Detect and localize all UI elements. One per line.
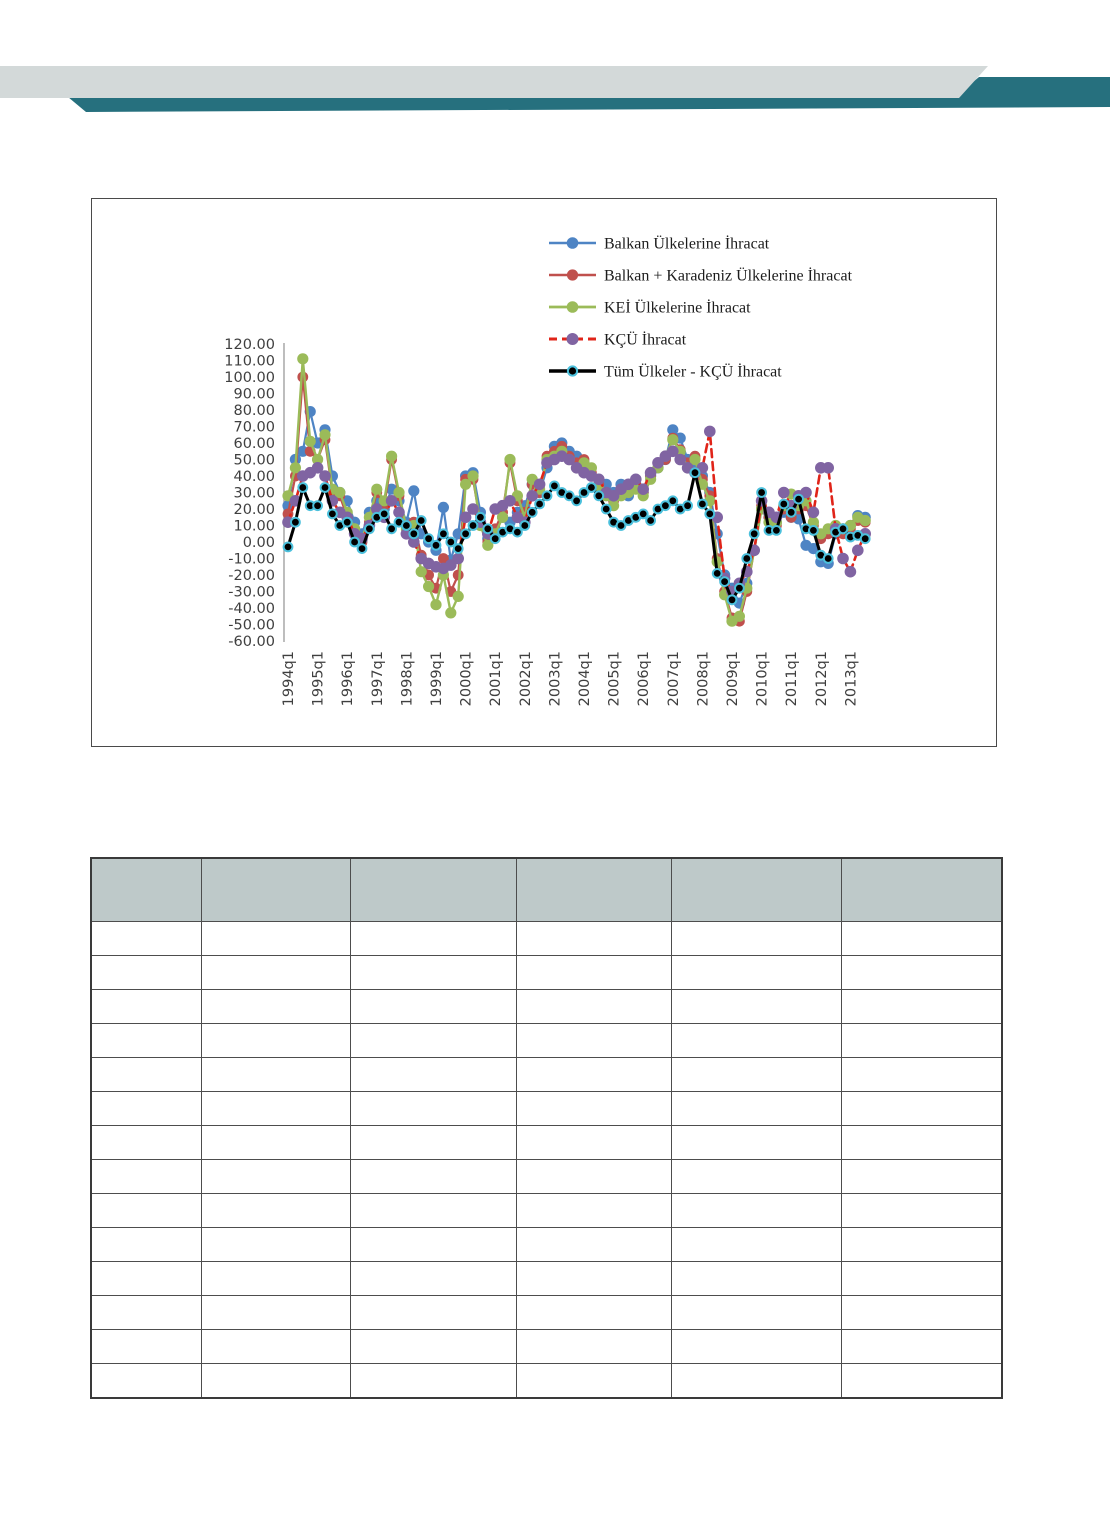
legend-marker — [567, 333, 579, 345]
legend-marker — [567, 301, 579, 313]
series-marker — [750, 529, 759, 538]
table-row — [91, 1092, 1002, 1126]
series-marker — [319, 470, 331, 482]
legend-marker — [567, 237, 579, 249]
table-cell — [516, 1364, 671, 1399]
x-tick-label: 1996q1 — [340, 651, 357, 707]
x-tick-label: 1994q1 — [281, 651, 297, 707]
table-cell — [350, 1296, 516, 1330]
legend-label: Balkan + Karadeniz Ülkelerine İhracat — [604, 267, 853, 285]
table-cell — [516, 1330, 671, 1364]
y-tick-label: 80.00 — [233, 403, 275, 419]
series-marker — [298, 483, 307, 492]
table-cell — [516, 1296, 671, 1330]
series-marker — [839, 524, 848, 533]
table-cell — [91, 1228, 201, 1262]
series-marker — [423, 581, 434, 592]
table-header-cell — [201, 858, 350, 922]
table-cell — [841, 1228, 1002, 1262]
series-marker — [417, 516, 426, 525]
table-cell — [201, 1058, 350, 1092]
x-tick-label: 2012q1 — [813, 651, 830, 707]
table-cell — [350, 1126, 516, 1160]
table-row — [91, 1262, 1002, 1296]
table-cell — [841, 1262, 1002, 1296]
series-marker — [432, 541, 441, 550]
y-tick-label: 20.00 — [233, 502, 275, 518]
series-marker — [860, 515, 871, 526]
series-marker — [683, 501, 692, 510]
table-cell — [91, 1296, 201, 1330]
series-marker — [535, 500, 544, 509]
series-marker — [380, 510, 389, 519]
table-cell — [516, 1160, 671, 1194]
table-cell — [201, 1262, 350, 1296]
table-cell — [516, 1228, 671, 1262]
table-cell — [201, 1330, 350, 1364]
series-marker — [402, 521, 411, 530]
y-tick-label: -60.00 — [228, 634, 275, 650]
x-tick-label: 2002q1 — [517, 651, 534, 707]
table-cell — [201, 1194, 350, 1228]
table-header-cell — [91, 858, 201, 922]
table-cell — [841, 1330, 1002, 1364]
y-tick-label: 40.00 — [233, 469, 275, 485]
table-cell — [516, 1262, 671, 1296]
table-cell — [350, 1160, 516, 1194]
series-marker — [452, 553, 464, 565]
y-tick-label: -50.00 — [228, 617, 275, 634]
table-cell — [201, 1024, 350, 1058]
y-tick-label: 0.00 — [242, 535, 275, 551]
y-tick-label: 110.00 — [224, 353, 275, 370]
y-tick-label: -30.00 — [228, 584, 275, 601]
y-tick-label: 120.00 — [224, 337, 275, 353]
table-header-row — [91, 858, 1002, 922]
series-marker — [637, 483, 649, 495]
y-tick-label: 100.00 — [224, 370, 275, 386]
x-tick-label: 2000q1 — [458, 651, 475, 707]
x-tick-label: 1999q1 — [429, 651, 445, 707]
table-cell — [350, 1194, 516, 1228]
table-cell — [516, 1058, 671, 1092]
table-cell — [841, 1364, 1002, 1399]
figure-box — [91, 198, 997, 747]
series-marker — [534, 479, 546, 491]
series-marker — [467, 470, 478, 481]
legend-label: KEİ Ülkelerine İhracat — [604, 299, 751, 317]
table-cell — [201, 1126, 350, 1160]
table-header-cell — [516, 858, 671, 922]
table-cell — [671, 1364, 841, 1399]
table-cell — [91, 1024, 201, 1058]
table-cell — [350, 1058, 516, 1092]
series-marker — [852, 545, 864, 557]
table-wrap — [90, 857, 1001, 1399]
series-marker — [602, 505, 611, 514]
table-cell — [841, 1058, 1002, 1092]
y-tick-label: 70.00 — [233, 419, 275, 436]
series-marker — [861, 534, 870, 543]
series-marker — [358, 544, 367, 553]
series-marker — [387, 524, 396, 533]
y-tick-label: 90.00 — [233, 386, 275, 403]
series-marker — [772, 526, 781, 535]
table-header-cell — [350, 858, 516, 922]
series-marker — [393, 507, 405, 519]
table-row — [91, 1058, 1002, 1092]
table-cell — [350, 1262, 516, 1296]
x-tick-label: 2011q1 — [784, 651, 801, 707]
series-marker — [630, 474, 642, 486]
series-marker — [297, 353, 308, 364]
data-table — [90, 857, 1003, 1399]
table-cell — [91, 956, 201, 990]
series-marker — [408, 485, 419, 496]
table-cell — [350, 1330, 516, 1364]
table-cell — [841, 1024, 1002, 1058]
table-cell — [671, 956, 841, 990]
table-cell — [350, 1364, 516, 1399]
x-tick-label: 1998q1 — [399, 651, 416, 707]
table-cell — [350, 1024, 516, 1058]
series-marker — [445, 607, 456, 618]
table-row — [91, 1160, 1002, 1194]
y-tick-label: 10.00 — [233, 518, 275, 535]
series-marker — [454, 544, 463, 553]
series-marker — [513, 528, 522, 537]
x-tick-label: 2008q1 — [695, 651, 712, 707]
x-tick-label: 2005q1 — [606, 651, 623, 707]
series-marker — [845, 566, 857, 578]
x-tick-label: 1997q1 — [369, 651, 386, 707]
series-marker — [386, 495, 398, 507]
series-marker — [735, 584, 744, 593]
table-cell — [516, 990, 671, 1024]
table-cell — [91, 1092, 201, 1126]
series-marker — [728, 595, 737, 604]
series-marker — [461, 529, 470, 538]
y-tick-label: 60.00 — [233, 436, 275, 452]
table-row — [91, 956, 1002, 990]
table-cell — [201, 990, 350, 1024]
legend-label: Tüm Ülkeler - KÇÜ İhracat — [604, 363, 782, 381]
series-marker — [291, 518, 300, 527]
table-cell — [516, 922, 671, 956]
legend-marker — [568, 366, 577, 375]
series-marker — [550, 482, 559, 491]
y-tick-label: 50.00 — [233, 452, 275, 469]
series-marker — [794, 495, 803, 504]
series-marker — [809, 526, 818, 535]
table-cell — [201, 922, 350, 956]
table-cell — [201, 956, 350, 990]
table-cell — [91, 922, 201, 956]
table-cell — [201, 1296, 350, 1330]
table-cell — [91, 1160, 201, 1194]
series-marker — [504, 495, 516, 507]
x-tick-label: 2010q1 — [754, 651, 771, 707]
table-cell — [350, 956, 516, 990]
table-cell — [201, 1364, 350, 1399]
x-tick-label: 2004q1 — [577, 651, 593, 707]
legend-label: Balkan Ülkelerine İhracat — [604, 235, 770, 253]
table-cell — [671, 1296, 841, 1330]
table-cell — [841, 1126, 1002, 1160]
table-cell — [91, 1330, 201, 1364]
table-cell — [91, 1364, 201, 1399]
table-cell — [671, 990, 841, 1024]
series-marker — [284, 543, 293, 552]
series-marker — [713, 569, 722, 578]
series-marker — [520, 521, 529, 530]
table-cell — [201, 1160, 350, 1194]
series-marker — [594, 491, 603, 500]
table-cell — [516, 1024, 671, 1058]
series-marker — [667, 434, 678, 445]
table-cell — [91, 990, 201, 1024]
table-cell — [841, 1296, 1002, 1330]
table-row — [91, 1330, 1002, 1364]
series-marker — [808, 507, 820, 519]
series-marker — [720, 577, 729, 586]
series-marker — [313, 501, 322, 510]
table-row — [91, 1228, 1002, 1262]
table-cell — [841, 922, 1002, 956]
table-cell — [91, 1262, 201, 1296]
series-marker — [639, 510, 648, 519]
table-cell — [841, 956, 1002, 990]
series-marker — [321, 483, 330, 492]
line-chart — [92, 199, 996, 746]
series-marker — [504, 454, 515, 465]
table-cell — [201, 1092, 350, 1126]
series-marker — [350, 538, 359, 547]
series-marker — [698, 500, 707, 509]
series-marker — [572, 496, 581, 505]
series-marker — [446, 538, 455, 547]
series-marker — [305, 436, 316, 447]
series-marker — [587, 483, 596, 492]
series-marker — [343, 518, 352, 527]
series-marker — [646, 516, 655, 525]
series-marker — [787, 508, 796, 517]
table-header-cell — [841, 858, 1002, 922]
series-marker — [439, 529, 448, 538]
table-cell — [671, 1024, 841, 1058]
table-cell — [201, 1228, 350, 1262]
table-cell — [91, 1126, 201, 1160]
table-row — [91, 990, 1002, 1024]
series-marker — [705, 510, 714, 519]
table-cell — [91, 1194, 201, 1228]
legend-marker — [567, 269, 578, 280]
x-tick-label: 2013q1 — [843, 651, 860, 707]
banner-gray-stripe — [0, 0, 1110, 140]
series-marker — [328, 510, 337, 519]
table-cell — [671, 922, 841, 956]
table-cell — [516, 1194, 671, 1228]
series-marker — [691, 468, 700, 477]
series-marker — [386, 451, 397, 462]
y-tick-label: 30.00 — [233, 485, 275, 502]
table-row — [91, 1194, 1002, 1228]
series-marker — [438, 502, 449, 513]
table-cell — [350, 1092, 516, 1126]
series-marker — [453, 591, 464, 602]
table-cell — [671, 1126, 841, 1160]
table-row — [91, 1024, 1002, 1058]
series-marker — [645, 467, 657, 479]
table-row — [91, 922, 1002, 956]
x-tick-label: 2001q1 — [488, 651, 505, 707]
series-marker — [668, 496, 677, 505]
table-row — [91, 1364, 1002, 1399]
table-row — [91, 1296, 1002, 1330]
series-marker — [469, 521, 478, 530]
table-cell — [671, 1160, 841, 1194]
series-marker — [778, 487, 790, 499]
table-cell — [671, 1228, 841, 1262]
series-marker — [824, 554, 833, 563]
table-cell — [350, 922, 516, 956]
x-tick-label: 2006q1 — [636, 651, 653, 707]
series-marker — [424, 534, 433, 543]
table-cell — [671, 1092, 841, 1126]
series-marker — [528, 508, 537, 517]
series-marker — [734, 611, 745, 622]
y-tick-label: -20.00 — [228, 568, 275, 584]
series-marker — [837, 553, 849, 565]
table-cell — [841, 1092, 1002, 1126]
table-cell — [516, 956, 671, 990]
series-marker — [371, 484, 382, 495]
series-marker — [319, 429, 330, 440]
table-cell — [671, 1058, 841, 1092]
legend-label: KÇÜ İhracat — [604, 331, 687, 349]
x-tick-label: 1995q1 — [310, 651, 327, 707]
table-cell — [671, 1194, 841, 1228]
series-marker — [757, 488, 766, 497]
series-marker — [543, 491, 552, 500]
series-marker — [491, 534, 500, 543]
series-marker — [779, 500, 788, 509]
x-tick-label: 2007q1 — [665, 651, 682, 707]
table-cell — [350, 1228, 516, 1262]
table-cell — [841, 1160, 1002, 1194]
table-cell — [841, 1194, 1002, 1228]
table-cell — [516, 1092, 671, 1126]
series-marker — [742, 554, 751, 563]
x-tick-label: 2003q1 — [547, 651, 564, 707]
table-row — [91, 1126, 1002, 1160]
table-cell — [350, 990, 516, 1024]
series-marker — [704, 426, 716, 438]
table-cell — [91, 1058, 201, 1092]
table-header-cell — [671, 858, 841, 922]
x-tick-label: 2009q1 — [725, 651, 741, 707]
table-cell — [671, 1262, 841, 1296]
table-cell — [841, 990, 1002, 1024]
y-tick-label: -10.00 — [228, 551, 275, 568]
series-marker — [409, 529, 418, 538]
table-cell — [671, 1330, 841, 1364]
series-marker — [483, 524, 492, 533]
table-cell — [516, 1126, 671, 1160]
header-banner — [0, 0, 1110, 140]
series-marker — [365, 524, 374, 533]
series-marker — [822, 462, 834, 474]
y-tick-label: -40.00 — [228, 601, 275, 617]
series-marker — [430, 599, 441, 610]
series-marker — [476, 513, 485, 522]
